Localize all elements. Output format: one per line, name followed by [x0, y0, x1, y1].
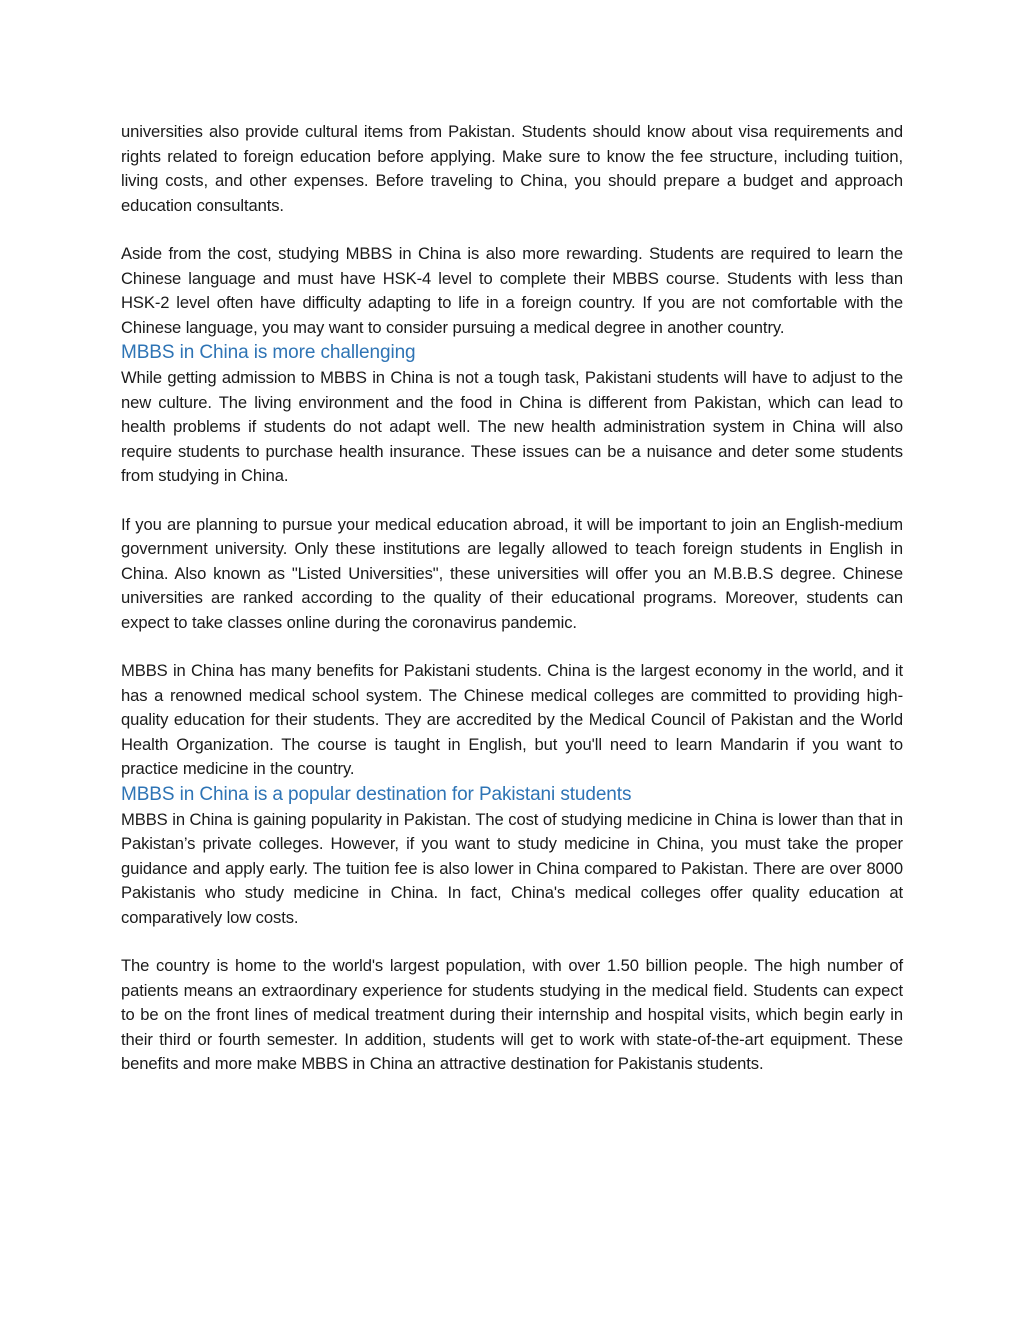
section-heading: MBBS in China is more challenging	[121, 342, 416, 363]
body-paragraph: universities also provide cultural items from Pakistan. Students should know about visa requirements and rights related to foreign education before applying. Make sure to know the fee structure, including tuition, living costs, and other expenses. Before traveling to China, you should prepare a budget and approach education consultants.	[121, 122, 903, 215]
body-paragraph: MBBS in China is gaining popularity in Pakistan. The cost of studying medicine in China is lower than that in Pakistan’s private colleges. However, if you want to study medicine in China, you must take the proper guidance and apply early. The tuition fee is also lower in China compared to Pakistan. There are over 8000 Pakistanis who study medicine in China. In fact, China's medical colleges offer quality education at comparatively low costs.	[121, 809, 903, 927]
body-paragraph: Aside from the cost, studying MBBS in China is also more rewarding. Students are required to learn the Chinese language and must have HSK-4 level to complete their MBBS course. Students with less than HSK-2 level often have difficulty adapting to life in a foreign country. If you are not comfortable with the Chinese language, you may want to consider pursuing a medical degree in another country.	[121, 244, 903, 337]
body-paragraph: If you are planning to pursue your medical education abroad, it will be important to join an English-medium government university. Only these institutions are legally allowed to teach foreign students in English in China. Also known as "Listed Universities", these universities will offer you an M.B.B.S degree. Chinese universities are ranked according to the quality of their educational programs. Moreover, students can expect to take classes online during the coronavirus pandemic.	[121, 514, 903, 632]
body-paragraph: The country is home to the world's largest population, with over 1.50 billion people. The high number of patients means an extraordinary experience for students studying in the medical field. Students can expect to be on the front lines of medical treatment during their internship and hospital visits, which begin early in their third or fourth semester. In addition, students will get to work with state-of-the-art equipment. These benefits and more make MBBS in China an attractive destination for Pakistanis students.	[121, 956, 903, 1073]
body-paragraph: MBBS in China has many benefits for Pakistani students. China is the largest economy in the world, and it has a renowned medical school system. The Chinese medical colleges are committed to providing high-quality education for their students. They are accredited by the Medical Council of Pakistan and the World Health Organization. The course is taught in English, but you'll need to learn Mandarin if you want to practice medicine in the country.	[121, 661, 903, 778]
section-heading: MBBS in China is a popular destination for Pakistani students	[121, 783, 632, 805]
body-paragraph: While getting admission to MBBS in China is not a tough task, Pakistani students will have to adjust to the new culture. The living environment and the food in China is different from Pakistan, which can lead to health problems if students do not adapt well. The new health administration system in China will also require students to purchase health insurance. These issues can be a nuisance and deter some students from studying in China.	[121, 368, 903, 485]
document-page	[121, 120, 903, 1077]
